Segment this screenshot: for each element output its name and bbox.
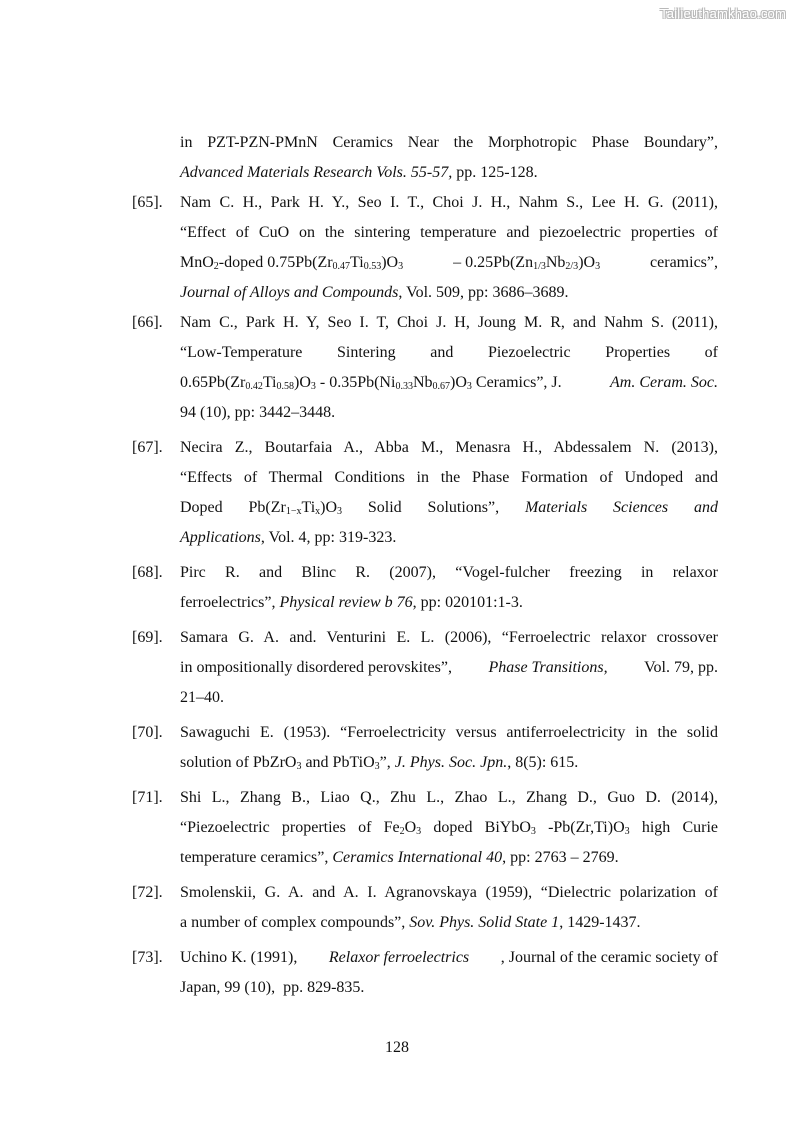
ref-66-formula: $0.65Pb(Zr_{0.42}Ti_{0.58})O_3 - 0.35Pb(Ni_{0.33}Nb_{0.67})O_3$ Ceramics”, J.: [180, 374, 562, 392]
ref-66-number: [66].: [132, 314, 163, 331]
ref-70-line-2: solution of PbZrO$_3$ and PbTiO$_3$”, J. Phys. Soc. Jpn., 8(5): 615.: [180, 754, 579, 772]
ref-73-number: [73].: [132, 949, 163, 966]
ref-70-line-1: Sawaguchi E. (1953). “Ferroelectricity versus antiferroelectricity in the solid: [180, 724, 718, 741]
ref-71-line-2: [180, 813, 718, 843]
ref-66-journal: Am. Ceram. Soc.: [610, 374, 718, 391]
ref-71-pages: , pp: 2763 – 2769.: [502, 849, 619, 866]
ref-69-vol: Vol. 79, pp.: [644, 659, 718, 676]
ref-67-line-4: [180, 523, 718, 553]
ref-69-number: [69].: [132, 629, 163, 646]
ref-69-journal: Phase Transitions,: [488, 659, 608, 676]
ref-67-number: [67].: [132, 439, 163, 456]
ref-65-journal: Journal of Alloys and Compounds: [180, 284, 399, 301]
ref-71-formula-c: $-Pb(Zr,Ti)O_3$: [548, 819, 630, 837]
ref-72-journal: Sov. Phys. Solid State 1: [409, 914, 560, 931]
ref-70-number: [70].: [132, 724, 163, 741]
ref-65-line-4: [180, 278, 718, 308]
ref-67-doped: Doped: [180, 499, 223, 516]
ref-72-number: [72].: [132, 884, 163, 901]
ref-72-line-1: Smolenskii, G. A. and A. I. Agranovskaya (1959), “Dielectric polarization of: [180, 884, 718, 901]
ref-65-line-1: Nam C. H., Park H. Y., Seo I. T., Choi J. H., Nahm S., Lee H. G. (2011),: [180, 194, 718, 211]
ref-65-formula-b: – $0.25Pb(Zn_{1/3}Nb_{2/3})O_3$: [453, 254, 601, 272]
ref-65-line-2: “Effect of CuO on the sintering temperature and piezoelectric properties of: [180, 224, 718, 241]
ref-67-journal-b: Sciences: [613, 499, 669, 516]
ref-65-line-3: [180, 248, 718, 278]
ref-71-journal: Ceramics International 40: [332, 849, 503, 866]
ref-71-title-e: high: [641, 819, 671, 836]
ref-71-formula-b: BiYbO$_3$: [484, 819, 536, 837]
ref-68-journal: Physical review b 76: [279, 594, 413, 611]
ref-69-title-end: in ompositionally disordered perovskites”,: [180, 659, 452, 676]
ref-65-pages: , Vol. 509, pp: 3686–3689.: [398, 284, 569, 301]
ref-68-number: [68].: [132, 564, 163, 581]
ref-68-line-2: ferroelectrics”, Physical review b 76, pp: 020101:1-3.: [180, 594, 523, 611]
ref-72-pages: , 1429-1437.: [559, 914, 641, 931]
ref-72-line-2: a number of complex compounds”, Sov. Phys. Solid State 1, 1429-1437.: [180, 914, 641, 931]
ref-71-title-b: properties: [281, 819, 346, 836]
ref-67-line-1: Necira Z., Boutarfaia A., Abba M., Menasra H., Abdessalem N. (2013),: [180, 439, 718, 456]
ref-70-pages: , 8(5): 615.: [507, 754, 579, 771]
ref-69-line-2: [180, 653, 718, 683]
ref-67-journal-c: and: [693, 499, 718, 516]
page-number: 128: [385, 1039, 409, 1056]
ref-65-formula-a: MnO$_2$-doped $0.75Pb(Zr_{0.47}Ti_{0.53})O_3$: [180, 254, 404, 272]
ref-67-journal-a: Materials: [524, 499, 588, 516]
ref-73-publisher: , Journal of the ceramic society of: [500, 949, 718, 966]
ref-67-formula: $Pb(Zr_{1-x}Ti_x)O_3$: [248, 499, 343, 517]
ref-71-number: [71].: [132, 789, 163, 806]
ref-66-line-1: Nam C., Park H. Y, Seo I. T, Choi J. H, Joung M. R, and Nahm S. (2011),: [180, 314, 718, 331]
ref-67-line-2: “Effects of Thermal Conditions in the Phase Formation of Undoped and: [180, 469, 718, 486]
ref-66-line-2: “Low-Temperature Sintering and Piezoelectric Properties of: [180, 344, 718, 361]
ref-69-line-3: 21–40.: [180, 689, 224, 706]
ref-68-pages: , pp: 020101:1-3.: [412, 594, 523, 611]
ref-71-formula-a: $Fe_2O_3$: [383, 819, 422, 837]
ref-73-line-1: [180, 943, 718, 973]
ref-70-journal: J. Phys. Soc. Jpn.: [394, 754, 508, 771]
ref-65-ceramics: ceramics”,: [650, 254, 718, 271]
ref-67-solid: Solid: [367, 499, 402, 516]
ref-66-line-3: [180, 368, 718, 398]
ref-64-journal: Advanced Materials Research Vols. 55-57,: [180, 164, 453, 181]
ref-64-line-1: in PZT-PZN-PMnN Ceramics Near the Morphotropic Phase Boundary”,: [180, 134, 718, 151]
ref-69-line-1: Samara G. A. and. Venturini E. L. (2006), “Ferroelectric relaxor crossover: [180, 629, 718, 646]
ref-67-line-3: [180, 493, 718, 523]
ref-64-pages: pp. 125-128.: [452, 164, 538, 181]
ref-67-solutions: Solutions”,: [427, 499, 500, 516]
ref-68-line-1: Pirc R. and Blinc R. (2007), “Vogel-fulcher freezing in relaxor: [180, 564, 718, 581]
ref-71-title-f: Curie: [682, 819, 718, 836]
ref-73-title: Relaxor ferroelectrics: [328, 949, 470, 966]
ref-73-line-2: Japan, 99 (10), pp. 829-835.: [180, 979, 365, 996]
ref-71-title-a: “Piezoelectric: [180, 819, 270, 836]
ref-73-author: Uchino K. (1991),: [180, 949, 298, 966]
ref-65-number: [65].: [132, 194, 163, 211]
ref-67-pages: , Vol. 4, pp: 319-323.: [260, 529, 397, 546]
ref-71-title-d: doped: [433, 819, 473, 836]
ref-71-line-1: Shi L., Zhang B., Liao Q., Zhu L., Zhao L., Zhang D., Guo D. (2014),: [180, 789, 718, 806]
ref-67-journal: Applications: [180, 529, 261, 546]
ref-71-line-3: temperature ceramics”, Ceramics International 40, pp: 2763 – 2769.: [180, 849, 619, 866]
ref-64-line-2: [180, 158, 718, 188]
ref-66-line-4: 94 (10), pp: 3442–3448.: [180, 404, 336, 421]
watermark: Tailieuthamkhao.com: [660, 6, 786, 21]
ref-71-title-c: of: [358, 819, 372, 836]
